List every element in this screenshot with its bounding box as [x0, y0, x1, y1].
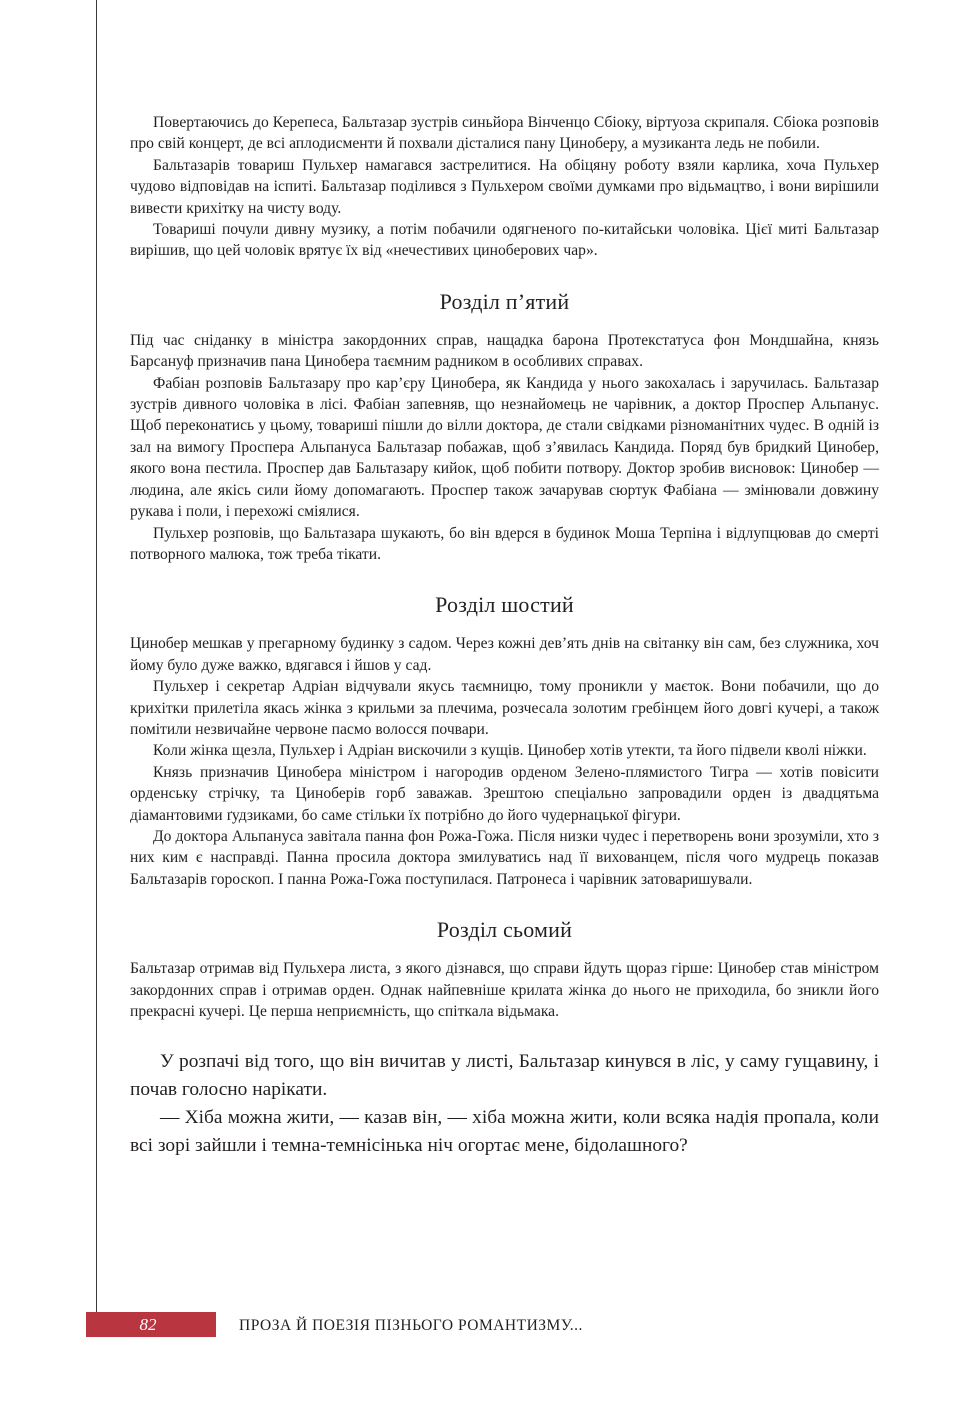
page-number: 82 [86, 1312, 216, 1337]
running-title: ПРОЗА Й ПОЕЗІЯ ПІЗНЬОГО РОМАНТИЗМУ... [239, 1317, 583, 1334]
section-6-paragraph-1: Цинобер мешкав у прегарному будинку з садом. Через кожні дев’ять днів на світанку він сам, без служника, хоч йому було дуже важко, вдягався і йшов у сад. [130, 635, 879, 674]
intro-paragraph-1: Повертаючись до Керепеса, Бальтазар зустрів синьйора Вінченцо Сбіоку, віртуоза скрипаля. Сбіока розповів про свій концерт, де всі аплодисменти й похвали дісталися пану Циноберу, а музиканта ледь не побили. [130, 114, 879, 153]
section-7-title: Розділ сьомий [436, 917, 573, 943]
margin-rule [96, 0, 97, 1320]
intro-paragraph-3: Товариші почули дивну музику, а потім побачили одягненого по-китайськи чоловіка. Цієї миті Бальтазар вирішив, що цей чоловік врятує їх від «нечестивих циноберових чар». [130, 221, 879, 260]
section-6-title: Розділ шостий [435, 592, 574, 618]
section-6-paragraph-4: Князь призначив Цинобера міністром і нагородив орденом Зелено-плямистого Тигра — хотів повісити орденську стрічку, та Циноберів горб заважав. Зрештою спеціально запровадили орден із двадцятьма діамантовими ґудзиками, бо саме стільки їх потрібно до його чудернацької фігури. [130, 763, 879, 824]
section-7-paragraph-1: Бальтазар отримав від Пульхера листа, з якого дізнався, що справи йдуть щораз гірше: Цинобер став міністром закордонних справ і отримав орден. Однак найпевніше крилата жінка до нього не приходила, бо зникли його прекрасні кучері. Це перша неприємність, що спіткала відьмака. [130, 960, 879, 1020]
section-5-title: Розділ п’ятий [439, 288, 570, 314]
section-6-paragraph-5: До доктора Альпануса завітала панна фон Рожа-Гожа. Після низки чудес і перетворень вони зрозуміли, хто з них ким є насправді. Панна просила доктора змилуватись над її вихованцем, після чого мудрець показав Бальтазарів гороскоп. І панна Рожа-Гожа поступилася. Патронеса і чарівник затоваришували. [130, 827, 879, 888]
excerpt-paragraph-1: У розпачі від того, що він вичитав у листі, Бальтазар кинувся в ліс, у саму гущавину, і почав голосно нарікати. [130, 1051, 879, 1101]
section-5-paragraph-1: Під час сніданку в міністра закордонних справ, нащадка барона Протекстатуса фон Мондшайна, князь Барсануф призначив пана Цинобера таємним радником в особливих справах. [130, 331, 879, 371]
section-5-paragraph-3: Пульхер розповів, що Бальтазара шукають, бо він вдерся в будинок Моша Терпіна і відлупцював до смерті потворного малюка, тож треба тікати. [130, 524, 879, 563]
page-body [130, 112, 879, 1160]
excerpt-paragraph-2: — Хіба можна жити, — казав він, — хіба можна жити, коли всяка надія пропала, коли всі зорі зайшли і темна-темнісінька ніч огортає мене, бідолашного? [130, 1107, 879, 1157]
excerpt [130, 1048, 879, 1160]
intro-paragraph-2: Бальтазарів товариш Пульхер намагався застрелитися. На обіцяну роботу взяли карлика, хоча Пульхер чудово відповідав на іспиті. Бальтазар поділився з Пульхером своїми думками про відьмацтво, і вони вирішили вивести крихітку на чисту воду. [130, 156, 879, 217]
section-5-paragraph-2: Фабіан розповів Бальтазару про кар’єру Цинобера, як Кандида у нього закохалась і заручилась. Бальтазар зустрів дивного чоловіка в лісі. Фабіан запевняв, що незнайомець не чарівник, а доктор Проспер Альпанус. Щоб переконатись у цьому, товариші пішли до вілли доктора, де стали свідками різноманітних чудес. В одній із зал на вимогу Проспера Альпануса Бальтазар побажав, щоб з’явилась Кандида. Поряд був бридкий Цинобер, якого вона пестила. Проспер дав Бальтазару кийок, щоб побити потвору. Доктор зробив висновок: Цинобер — людина, але якісь сили йому допомагають. Проспер також зачарував сюртук Фабіана — змінювали довжину рукава і поли, і перехожі сміялися. [130, 374, 879, 521]
section-6-paragraph-3: Коли жінка щезла, Пульхер і Адріан вискочили з кущів. Цинобер хотів утекти, та його підвели кволі ніжки. [153, 742, 867, 760]
section-6-paragraph-2: Пульхер і секретар Адріан відчували якусь таємницю, тому проникли у маєток. Вони побачили, що до крихітки прилетіла якась жінка з крильми за плечима, розчесала золотим гребінцем його довгі кучері, а також помітили незвичайне червоне пасмо волосся почвари. [130, 678, 879, 738]
